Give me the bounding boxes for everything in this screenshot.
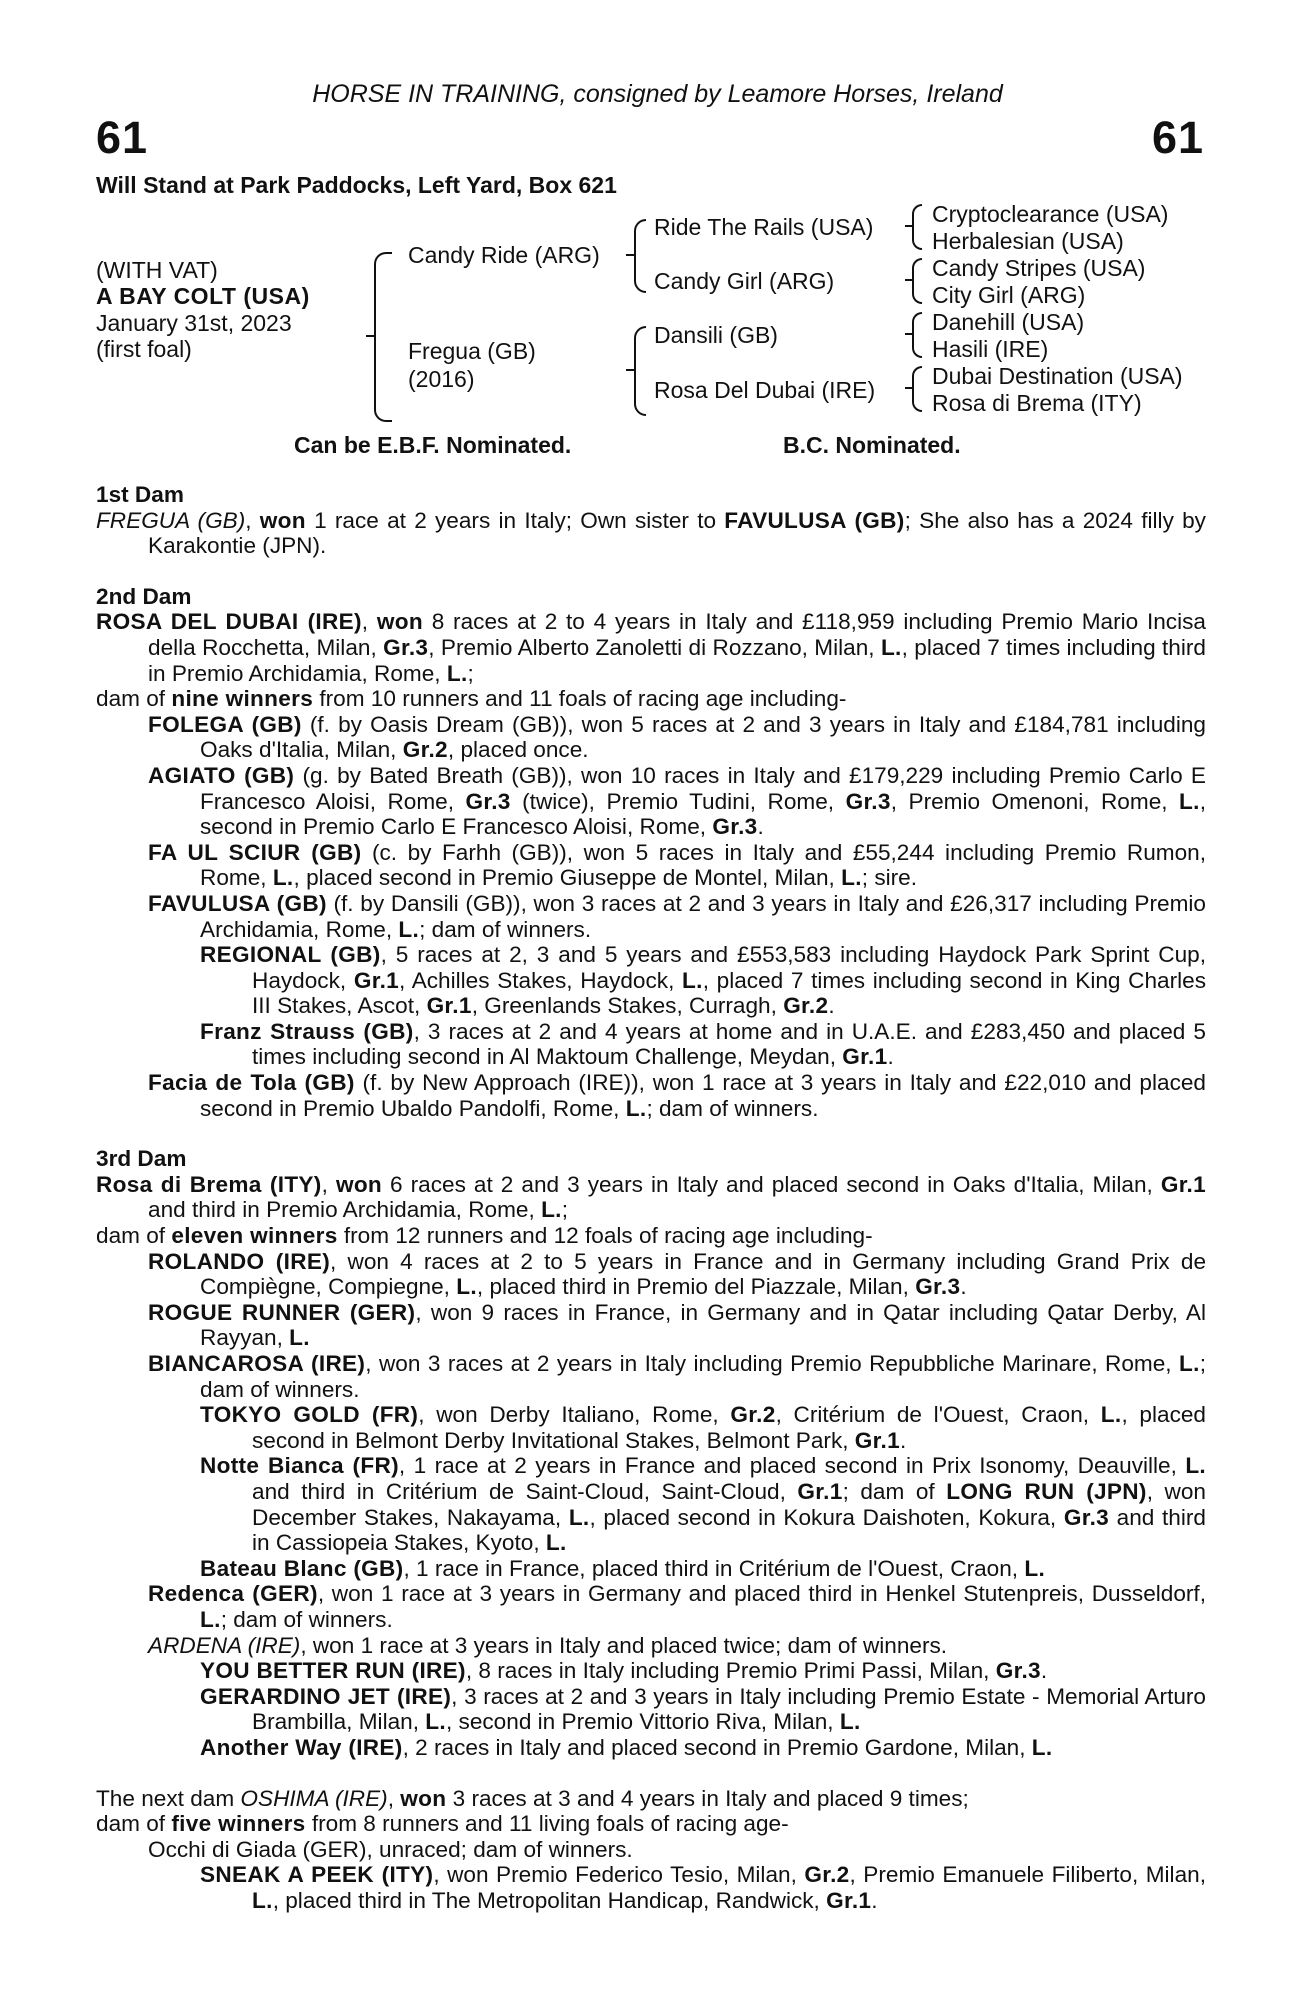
pedigree-brace-bottom (374, 336, 392, 422)
progeny-agiato: AGIATO (GB) (g. by Bated Breath (GB)), won 10 races in Italy and £179,229 including Premio Carlo E Francesco Aloisi, Rome, Gr.3 (twice), Premio Tudini, Rome, Gr.3, Premio Omenoni, Rome, L., second in Premio Carlo E Francesco Aloisi, Rome, Gr.3. (148, 762, 1206, 840)
progeny-ardena: ARDENA (IRE), won 1 race at 3 years in Italy and placed twice; dam of winners. (148, 1632, 948, 1658)
dam-brace-bottom (634, 370, 646, 416)
pedigree-brace-top (374, 252, 392, 338)
foal-note: (first foal) (96, 336, 192, 362)
sire-name: Candy Ride (ARG) (408, 242, 600, 268)
sire-brace-tip (626, 254, 635, 256)
progeny-redenca: Redenca (GER), won 1 race at 3 years in Germany and placed third in Henkel Stutenpreis, Dusseldorf, L.; dam of winners. (148, 1581, 1206, 1632)
progeny-biancarosa: BIANCAROSA (IRE), won 3 races at 2 years in Italy including Premio Repubbliche Marinare, Rome, L.; dam of winners. (148, 1351, 1207, 1402)
progeny-fa-ul-sciur: FA UL SCIUR (GB) (c. by Farhh (GB)), won 5 races in Italy and £55,244 including Premio Rumon, Rome, L., placed second in Premio Giuseppe de Montel, Milan, L.; sire. (148, 839, 1206, 891)
sire-dam: Candy Girl (ARG) (654, 268, 835, 294)
g3-brace-3t (905, 333, 913, 335)
g3-brace-1t (905, 225, 913, 227)
second-dam-summary: dam of nine winners from 10 runners and 11 foals of racing age including- (96, 686, 847, 712)
horse-name: A BAY COLT (USA) (96, 283, 310, 309)
pedigree-g3-7: Dubai Destination (USA) (932, 363, 1183, 389)
pedigree-g3-6: Hasili (IRE) (932, 336, 1049, 362)
consignor-line: HORSE IN TRAINING, consigned by Leamore Horses, Ireland (312, 80, 1003, 108)
next-dam-summary: dam of five winners from 8 runners and 11 living foals of racing age- (96, 1811, 789, 1837)
pedigree-g3-4: City Girl (ARG) (932, 282, 1086, 308)
pedigree-g3-2: Herbalesian (USA) (932, 228, 1124, 254)
dam-brace-top (634, 326, 646, 372)
dam-year: (2016) (408, 366, 475, 392)
dam-name: Fregua (GB) (408, 338, 536, 364)
g3-brace-2a (912, 258, 922, 282)
sire-sire: Ride The Rails (USA) (654, 214, 874, 240)
pedigree-g3-5: Danehill (USA) (932, 309, 1085, 335)
produce-record (96, 482, 1206, 1913)
progeny-tokyo-gold: TOKYO GOLD (FR), won Derby Italiano, Rome, Gr.2, Critérium de l'Ouest, Craon, L., placed second in Belmont Derby Invitational Stakes, Belmont Park, Gr.1. (200, 1402, 1206, 1453)
g3-brace-3a (912, 312, 922, 336)
progeny-favulusa: FAVULUSA (GB) (f. by Dansili (GB)), won 3 races at 2 and 3 years in Italy and £26,317 including Premio Archidamia, Rome, L.; dam of winners. (148, 890, 1206, 942)
bc-nomination: B.C. Nominated. (783, 432, 961, 458)
g3-brace-1a (912, 204, 922, 228)
progeny-rogue-runner: ROGUE RUNNER (GER), won 9 races in France, in Germany and in Qatar including Qatar Derby, Al Rayyan, L. (148, 1299, 1206, 1351)
next-dam-entry: The next dam OSHIMA (IRE), won 3 races at 3 and 4 years in Italy and placed 9 times; (96, 1785, 969, 1811)
second-dam-heading: 2nd Dam (96, 583, 192, 609)
g3-brace-3b (912, 334, 922, 358)
dam-sire: Dansili (GB) (654, 322, 778, 348)
pedigree-g3-8: Rosa di Brema (ITY) (932, 390, 1142, 416)
progeny-another-way: Another Way (IRE), 2 races in Italy and placed second in Premio Gardone, Milan, L. (200, 1734, 1053, 1760)
progeny-regional: REGIONAL (GB), 5 races at 2, 3 and 5 years and £553,583 including Haydock Park Sprint Cup, Haydock, Gr.1, Achilles Stakes, Haydock, L., placed 7 times including second in King Charles III Stakes, Ascot, Gr.1, Greenlands Stakes, Curragh, Gr.2. (200, 942, 1206, 1019)
progeny-sneak-a-peek: SNEAK A PEEK (ITY), won Premio Federico Tesio, Milan, Gr.2, Premio Emanuele Filiberto, Milan, L., placed third in The Metropolitan Handicap, Randwick, Gr.1. (200, 1862, 1206, 1913)
progeny-bateau-blanc: Bateau Blanc (GB), 1 race in France, placed third in Critérium de l'Ouest, Craon, L. (200, 1555, 1046, 1581)
progeny-occhi-di-giada: Occhi di Giada (GER), unraced; dam of winners. (148, 1836, 633, 1862)
foaling-date: January 31st, 2023 (96, 310, 292, 336)
sire-brace-top (634, 219, 646, 257)
second-dam-entry: ROSA DEL DUBAI (IRE), won 8 races at 2 to 4 years in Italy and £118,959 including Premio Mario Incisa della Rocchetta, Milan, Gr.3, Premio Alberto Zanoletti di Rozzano, Milan, L., placed 7 times including third in Premio Archidamia, Rome, L.; (96, 609, 1206, 686)
g3-brace-4b (912, 388, 922, 412)
g3-brace-2t (905, 279, 913, 281)
first-dam-heading: 1st Dam (96, 482, 184, 507)
progeny-folega: FOLEGA (GB) (f. by Oasis Dream (GB)), won 5 races at 2 and 3 years in Italy and £184,781 including Oaks d'Italia, Milan, Gr.2, placed once. (148, 711, 1206, 763)
g3-brace-4t (905, 387, 913, 389)
lot-number-right: 61 (1152, 112, 1205, 163)
progeny-gerardino-jet: GERARDINO JET (IRE), 3 races at 2 and 3 years in Italy including Premio Estate - Memorial Arturo Brambilla, Milan, L., second in Premio Vittorio Riva, Milan, L. (200, 1683, 1206, 1735)
dam-dam: Rosa Del Dubai (IRE) (654, 377, 876, 403)
progeny-you-better-run: YOU BETTER RUN (IRE), 8 races in Italy including Premio Primi Passi, Milan, Gr.3. (200, 1658, 1048, 1684)
g3-brace-2b (912, 280, 922, 304)
pedigree-brace-tip (366, 335, 376, 337)
vat-note: (WITH VAT) (96, 257, 218, 283)
dam-brace-tip (626, 369, 635, 371)
third-dam-heading: 3rd Dam (96, 1146, 187, 1172)
pedigree-g3-1: Cryptoclearance (USA) (932, 201, 1169, 227)
lot-number-left: 61 (96, 112, 149, 163)
g3-brace-1b (912, 226, 922, 250)
progeny-facia-de-tola: Facia de Tola (GB) (f. by New Approach (IRE)), won 1 race at 3 years in Italy and £22,010 and placed second in Premio Ubaldo Pandolfi, Rome, L.; dam of winners. (148, 1070, 1206, 1121)
first-dam-entry: FREGUA (GB), won 1 race at 2 years in Italy; Own sister to FAVULUSA (GB); She also has a 2024 filly by Karakontie (JPN). (96, 507, 1206, 559)
stand-location: Will Stand at Park Paddocks, Left Yard, Box 621 (96, 172, 617, 198)
progeny-rolando: ROLANDO (IRE), won 4 races at 2 to 5 years in France and in Germany including Grand Prix de Compiègne, Compiegne, L., placed third in Premio del Piazzale, Milan, Gr.3. (148, 1248, 1207, 1300)
third-dam-entry: Rosa di Brema (ITY), won 6 races at 2 and 3 years in Italy and placed second in Oaks d'Italia, Milan, Gr.1 and third in Premio Archidamia, Rome, L.; (96, 1171, 1206, 1223)
progeny-notte-bianca: Notte Bianca (FR), 1 race at 2 years in France and placed second in Prix Isonomy, Deauville, L. and third in Critérium de Saint-Cloud, Saint-Cloud, Gr.1; dam of LONG RUN (JPN), won December Stakes, Nakayama, L., placed second in Kokura Daishoten, Kokura, Gr.3 and third in Cassiopeia Stakes, Kyoto, L. (200, 1453, 1206, 1556)
sire-brace-bottom (634, 255, 646, 293)
third-dam-summary: dam of eleven winners from 12 runners and 12 foals of racing age including- (96, 1223, 873, 1249)
ebf-nomination: Can be E.B.F. Nominated. (294, 432, 572, 458)
progeny-franz-strauss: Franz Strauss (GB), 3 races at 2 and 4 years at home and in U.A.E. and £283,450 and placed 5 times including second in Al Maktoum Challenge, Meydan, Gr.1. (200, 1018, 1206, 1070)
pedigree-g3-3: Candy Stripes (USA) (932, 255, 1146, 281)
g3-brace-4a (912, 366, 922, 390)
